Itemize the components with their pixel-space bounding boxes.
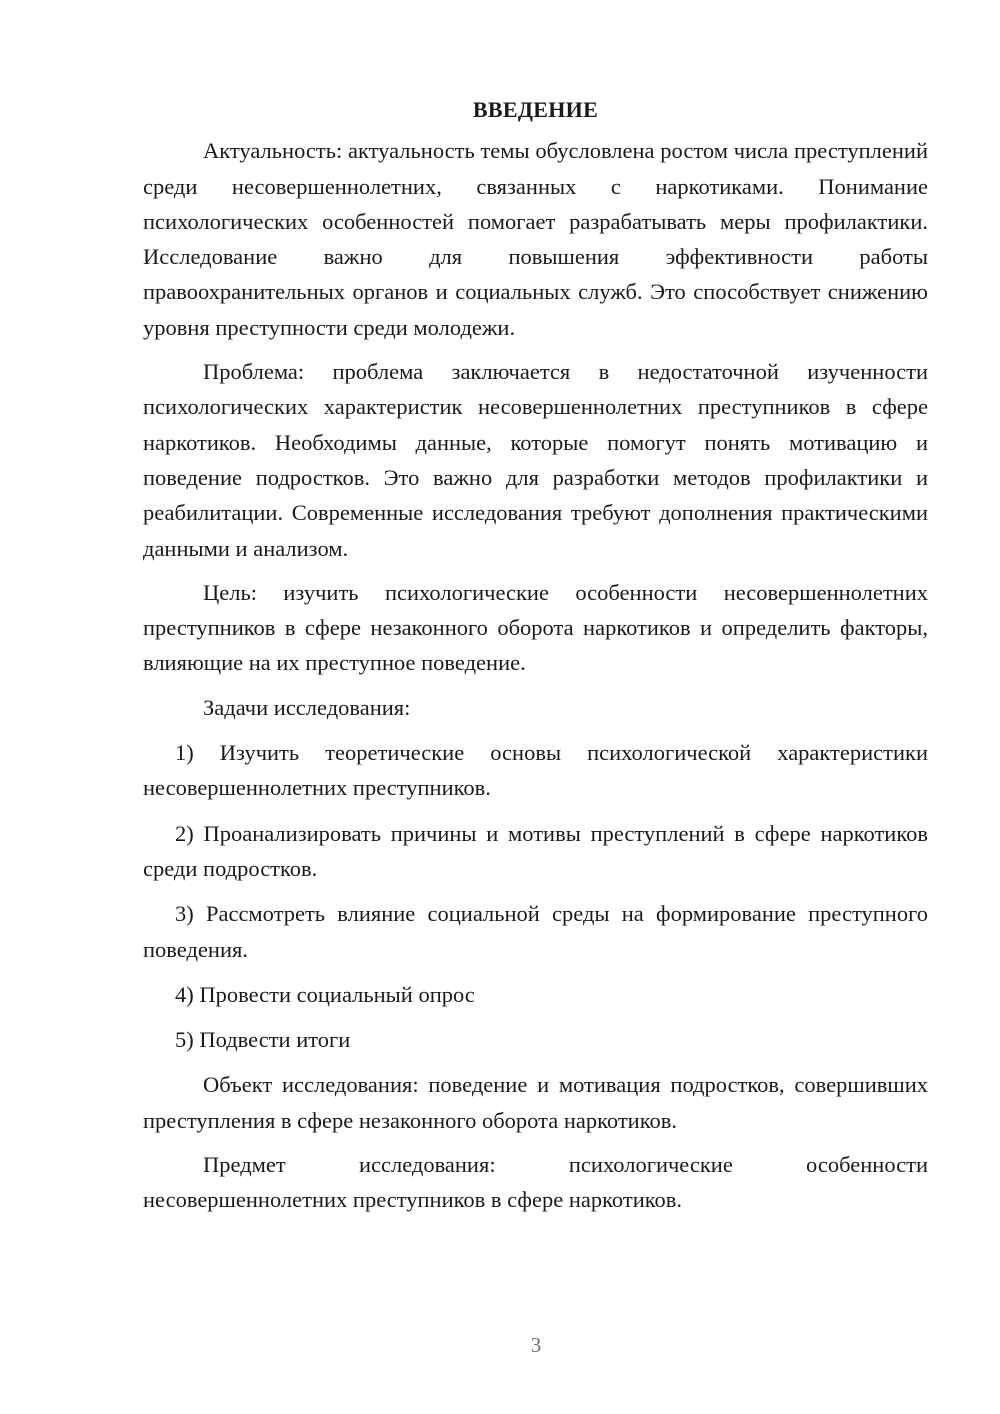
object-paragraph: Объект исследования: поведение и мотивация подростков, совершивших преступления в сфере незаконного оборота наркотиков. — [143, 1072, 928, 1133]
subject-paragraph: Предмет исследования: психологические особенности несовершеннолетних преступников в сфере наркотиков. — [143, 1152, 928, 1213]
tasks-heading: Задачи исследования: — [203, 694, 411, 720]
section-title: ВВЕДЕНИЕ — [472, 97, 599, 122]
goal-paragraph: Цель: изучить психологические особенности несовершеннолетних преступников в сфере незаконного оборота наркотиков и определить факторы, влияющие на их преступное поведение. — [143, 579, 928, 676]
task-item-4: 4) Провести социальный опрос — [175, 981, 475, 1007]
task-item-2: 2) Проанализировать причины и мотивы преступлений в сфере наркотиков среди подростков. — [143, 820, 928, 881]
task-item-1: 1) Изучить теоретические основы психологической характеристики несовершеннолетних преступников. — [143, 740, 928, 801]
problem-paragraph: Проблема: проблема заключается в недостаточной изученности психологических характеристик несовершеннолетних преступников в сфере наркотиков. Необходимы данные, которые помогут понять мотивацию и поведение подростков. Это важно для разработки методов профилактики и реабилитации. Современные исследования требуют дополнения практическими данными и анализом. — [143, 359, 928, 561]
relevance-paragraph: Актуальность: актуальность темы обусловлена ростом числа преступлений среди несовершеннолетних, связанных с наркотиками. Понимание психологических особенностей помогает разрабатывать меры профилактики. Исследование важно для повышения эффективности работы правоохранительных органов и социальных служб. Это способствует снижению уровня преступности среди молодежи. — [143, 138, 928, 340]
task-item-5: 5) Подвести итоги — [175, 1027, 351, 1053]
page-number: 3 — [530, 1333, 542, 1357]
task-item-3: 3) Рассмотреть влияние социальной среды на формирование преступного поведения. — [143, 901, 928, 962]
page-content — [143, 92, 928, 1227]
